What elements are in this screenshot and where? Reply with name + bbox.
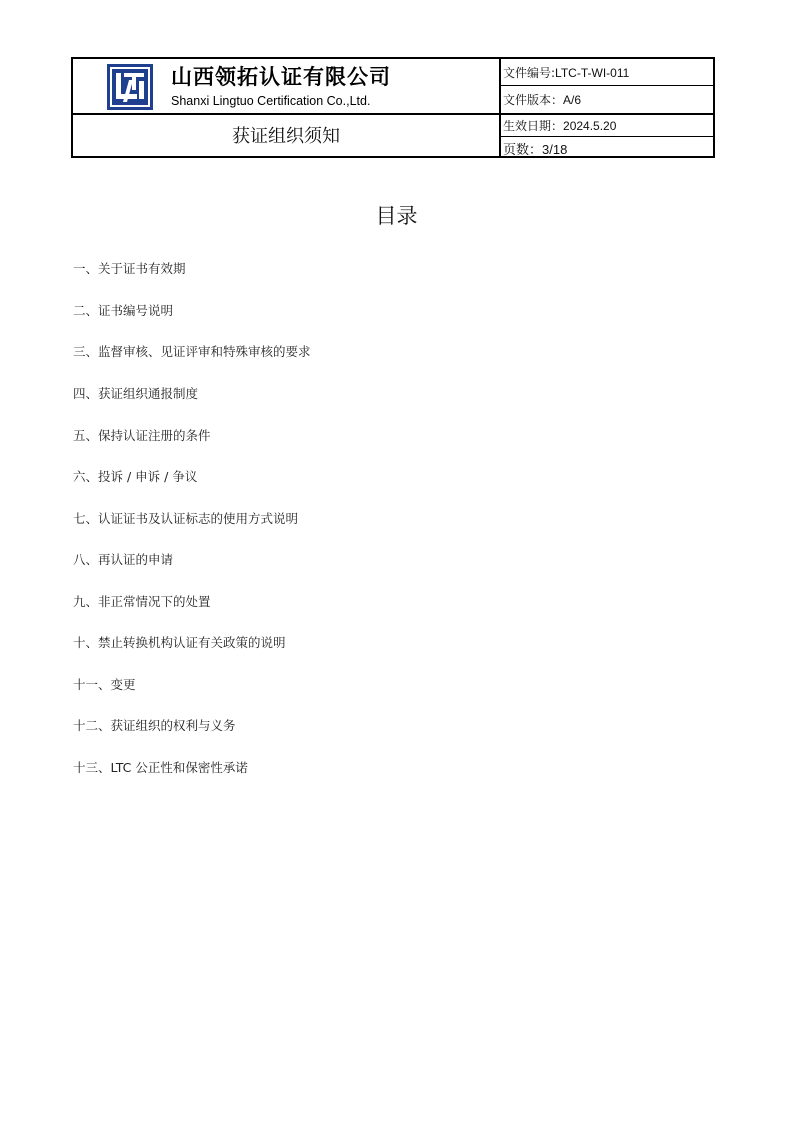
- toc-item[interactable]: 六、投诉 / 申诉 / 争议: [73, 469, 198, 484]
- company-name-cn: 山西领拓认证有限公司: [171, 65, 391, 89]
- toc-item[interactable]: 十二、获证组织的权利与义务: [73, 718, 236, 733]
- toc-item[interactable]: 三、监督审核、见证评审和特殊审核的要求: [73, 344, 311, 359]
- meta-page-count: [503, 139, 715, 158]
- company-cell: [73, 59, 499, 113]
- toc-title: 目录: [375, 204, 418, 228]
- toc-item[interactable]: 八、再认证的申请: [73, 552, 174, 567]
- meta-divider-1: [501, 85, 713, 86]
- toc-item[interactable]: 十三、LTC 公正性和保密性承诺: [73, 760, 248, 775]
- toc-item[interactable]: 十一、变更: [73, 677, 136, 692]
- meta-label: 页数：: [503, 143, 543, 158]
- meta-divider-2: [501, 136, 713, 137]
- meta-value: LTC-T-WI-011: [555, 66, 630, 80]
- meta-label: 文件编号:: [503, 66, 556, 80]
- document-header-table: [71, 57, 715, 158]
- meta-value: 2024.5.20: [563, 119, 617, 133]
- document-title: 获证组织须知: [232, 126, 340, 147]
- meta-label: 文件版本：: [503, 93, 564, 107]
- meta-label: 生效日期：: [503, 119, 564, 133]
- toc-item[interactable]: 二、证书编号说明: [73, 303, 174, 318]
- meta-doc-version: [503, 91, 715, 108]
- meta-doc-number: [503, 64, 715, 81]
- toc-item[interactable]: 十、禁止转换机构认证有关政策的说明: [73, 635, 286, 650]
- meta-value: A/6: [563, 93, 582, 107]
- toc-item[interactable]: 五、保持认证注册的条件: [73, 428, 211, 443]
- toc-item[interactable]: 九、非正常情况下的处置: [73, 594, 211, 609]
- header-divider-vertical: [499, 59, 501, 156]
- toc-item[interactable]: 四、获证组织通报制度: [73, 386, 199, 401]
- meta-value: 3/18: [542, 142, 568, 157]
- toc-item[interactable]: 七、认证证书及认证标志的使用方式说明: [73, 511, 299, 526]
- toc-item[interactable]: 一、关于证书有效期: [73, 261, 186, 276]
- meta-effective-date: [503, 117, 715, 134]
- company-name-en: Shanxi Lingtuo Certification Co.,Ltd.: [171, 94, 371, 108]
- ltc-logo-icon: [107, 64, 153, 110]
